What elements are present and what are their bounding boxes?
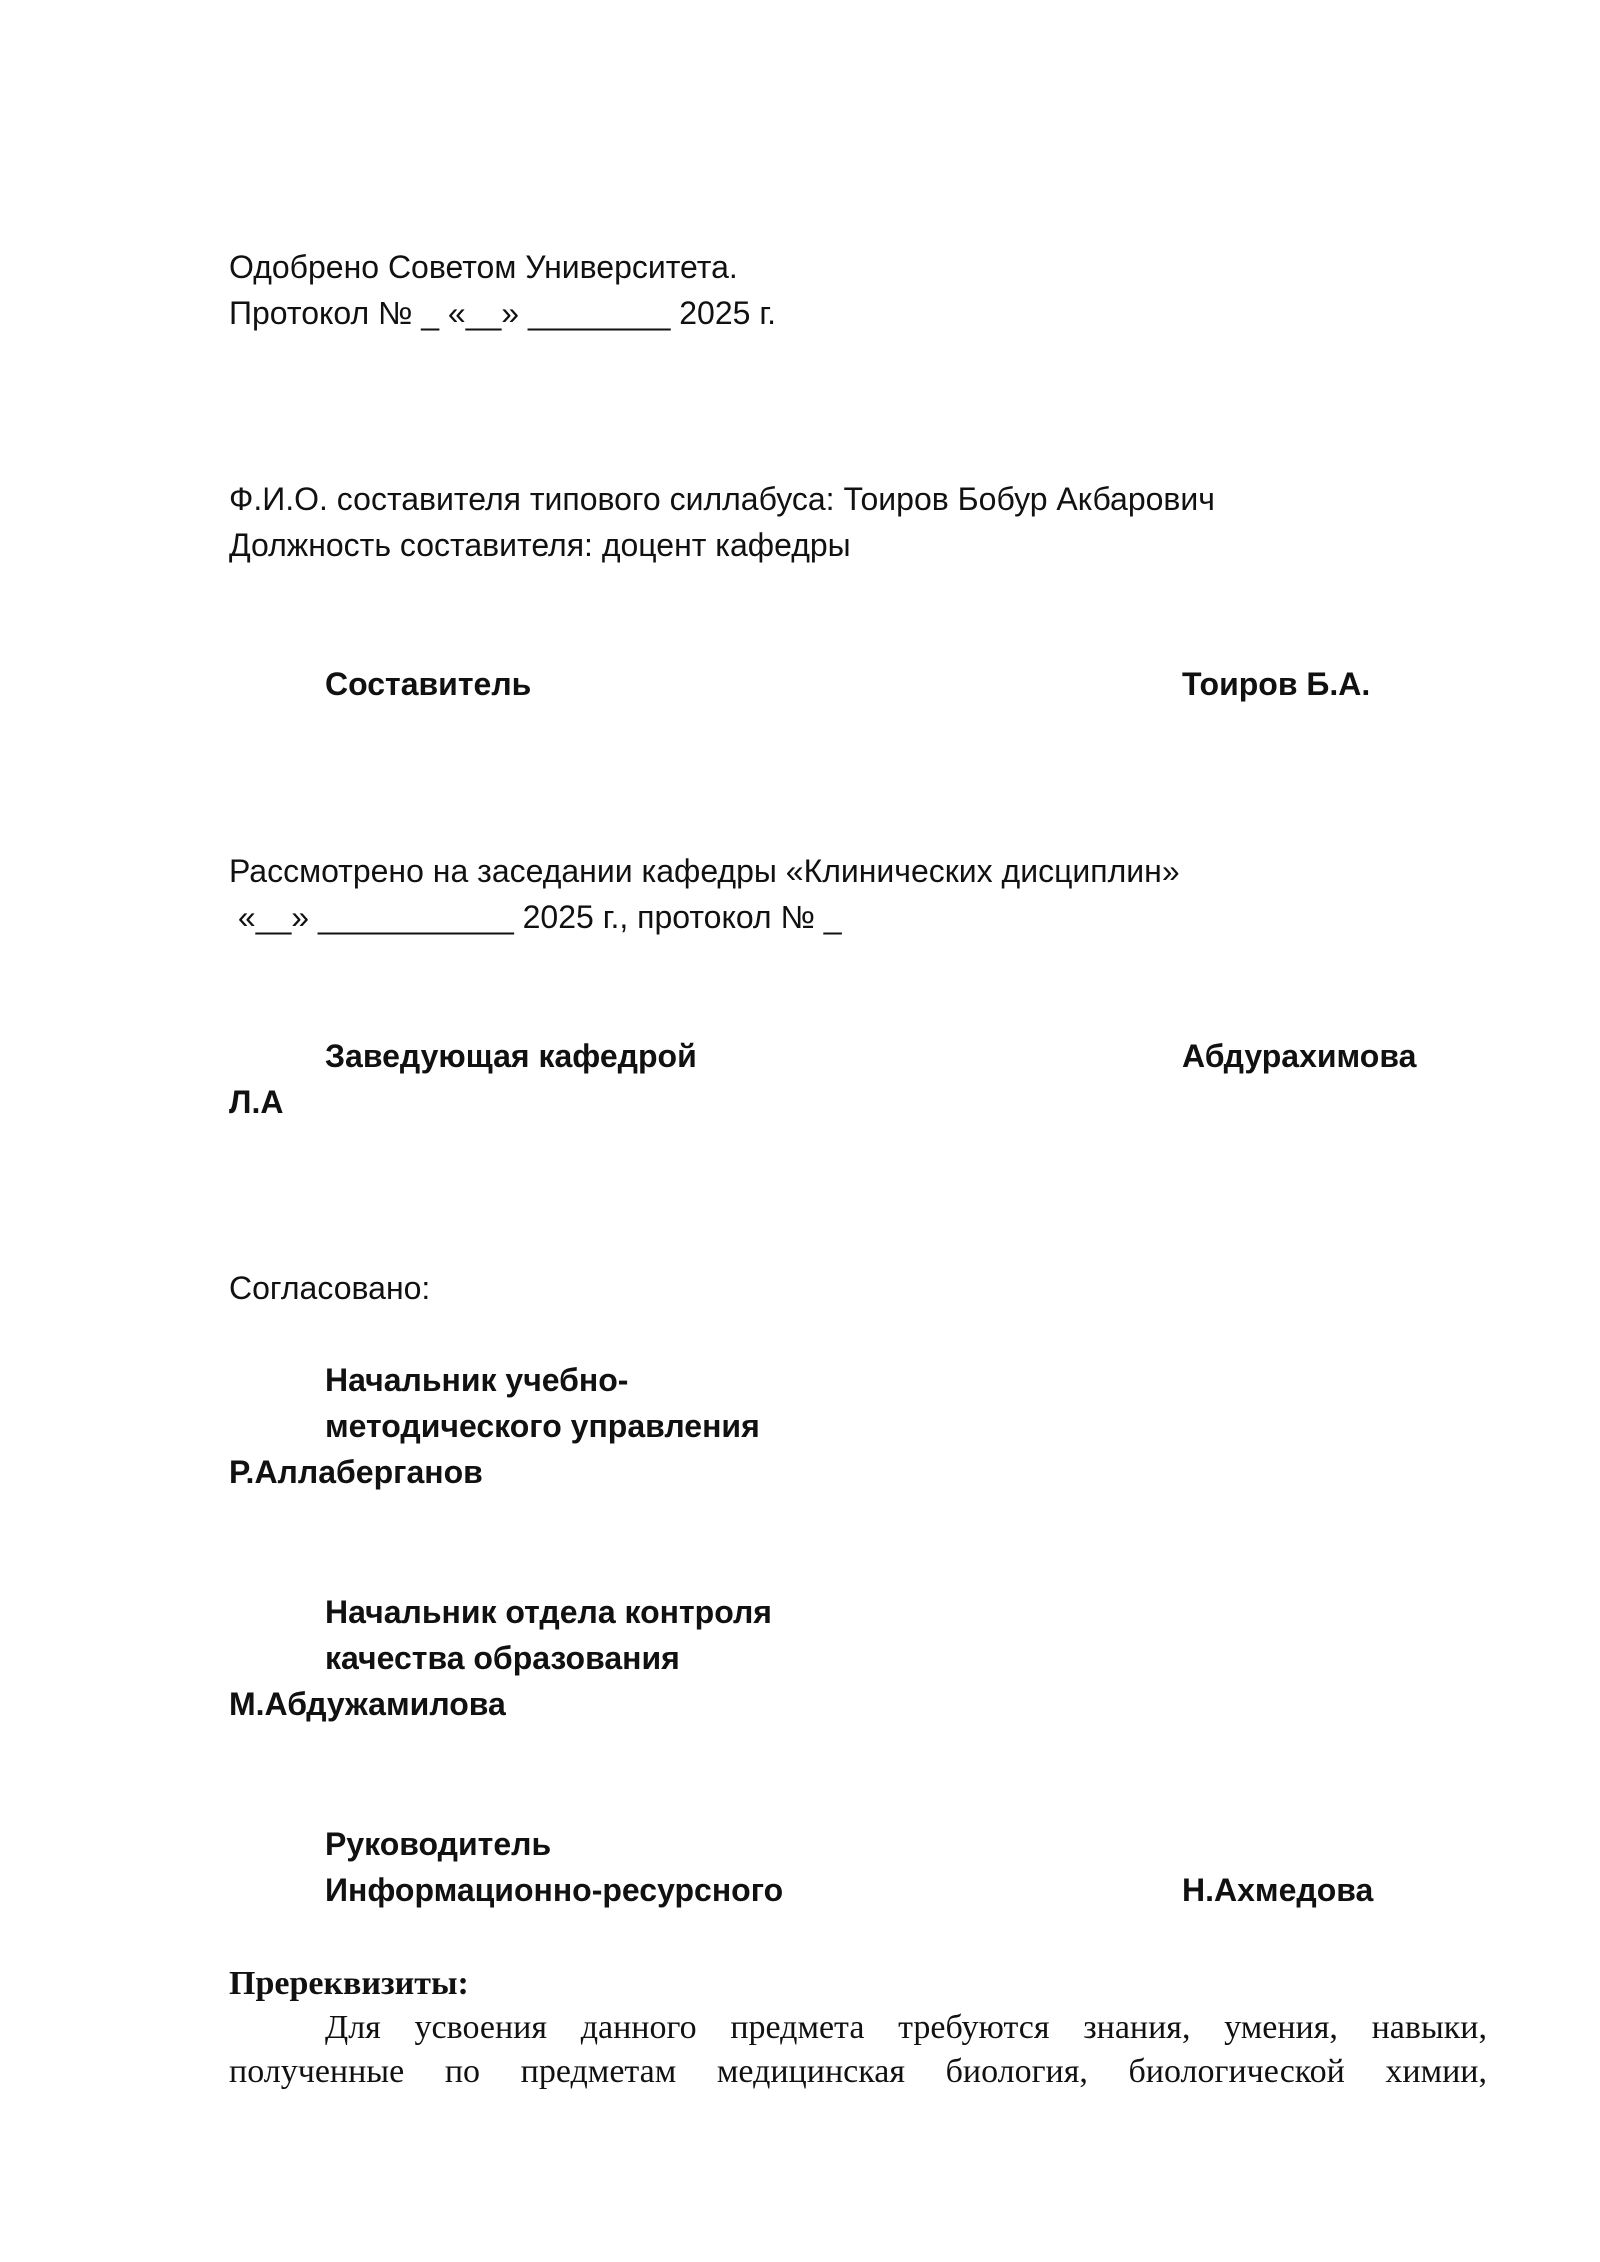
head-name-part2: Л.А xyxy=(229,1084,284,1120)
compiler-name: Тоиров Б.А. xyxy=(1182,666,1371,702)
approval-line: Одобрено Советом Университета. xyxy=(229,249,738,285)
agreed-label: Согласовано: xyxy=(229,1270,431,1306)
signer-name: Р.Аллаберганов xyxy=(229,1454,483,1490)
signer-name: М.Абдужамилова xyxy=(229,1686,506,1722)
prerequisites-heading: Пререквизиты: xyxy=(229,1965,469,2002)
author-position-line: Должность составителя: доцент кафедры xyxy=(229,527,851,563)
department-protocol-line: «__» ___________ 2025 г., протокол № _ xyxy=(229,899,842,935)
prerequisites-text-line: Для усвоения данного предмета требуются знания, умения, навыки, xyxy=(325,2009,1487,2046)
signer-role-line: Информационно-ресурсного xyxy=(325,1872,784,1908)
head-role: Заведующая кафедрой xyxy=(325,1038,697,1074)
department-review-line: Рассмотрено на заседании кафедры «Клинических дисциплин» xyxy=(229,853,1180,889)
signer-role-line: методического управления xyxy=(325,1408,760,1444)
prerequisites-text-line: полученные по предметам медицинская биология, биологической химии, xyxy=(229,2053,1487,2090)
author-name-line: Ф.И.О. составителя типового силлабуса: Тоиров Бобур Акбарович xyxy=(229,481,1215,517)
head-name-part1: Абдурахимова xyxy=(1182,1038,1417,1074)
signer-role-line: Начальник отдела контроля xyxy=(325,1594,772,1630)
signer-name: Н.Ахмедова xyxy=(1182,1872,1374,1908)
protocol-line: Протокол № _ «__» ________ 2025 г. xyxy=(229,295,776,331)
signer-role-line: Начальник учебно- xyxy=(325,1362,629,1398)
signer-role-line: качества образования xyxy=(325,1640,680,1676)
signer-role-line: Руководитель xyxy=(325,1826,552,1862)
compiler-role: Составитель xyxy=(325,666,532,702)
